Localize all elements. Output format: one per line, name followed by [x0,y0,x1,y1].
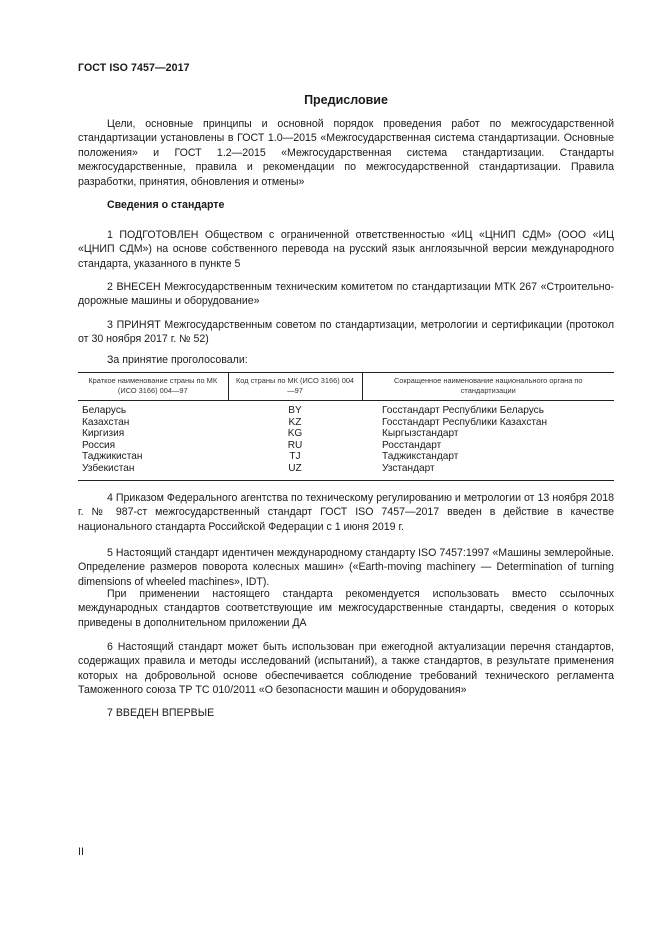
table-cell-code: RU [287,439,303,451]
table-cell-body: Таджикстандарт [382,451,459,463]
table-cell-country: Таджикистан [82,451,143,463]
table-cell-body: Госстандарт Республики Беларусь [382,405,544,416]
table-row [78,417,614,429]
paragraph-item-7: 7 ВВЕДЕН ВПЕРВЫЕ [107,707,215,719]
table-cell-body: Узстандарт [362,463,614,480]
table-cell-country: Киргизия [82,428,125,440]
table-header-body: Сокращенное наименование национального органа по стандартизации [362,373,614,401]
table-row [78,440,614,452]
table-cell-body: Кыргызстандарт [382,428,459,440]
table-row [78,463,614,480]
table-cell-country: Узбекистан [78,463,228,480]
table-header-country: Краткое наименование страны по МК (ИСО 3166) 004—97 [78,373,228,401]
table-cell-code: UZ [228,463,362,480]
paragraph-item-5-note: При применении настоящего стандарта рекомендуется использовать вместо ссылочных международных стандартов соответствующие им межгосударственные стандарты, сведения о которых приведены в дополнительном приложении ДА [78,588,614,629]
paragraph-intro: Цели, основные принципы и основной порядок проведения работ по межгосударственной стандартизации установлены в ГОСТ 1.0—2015 «Межгосударственная система стандартизации. Основные положения» и ГОСТ 1.2—2015 «Межгосударственная система стандартизации. Стандарты межгосударственные, правила и рекомендации по межгосударственной стандартизации. Правила разработки, принятия, обновления и отмены» [78,118,614,188]
table-cell-code: TJ [289,451,301,463]
page-number: II [78,846,84,858]
table-header-code: Код страны по МК (ИСО 3166) 004—97 [228,373,362,401]
table-header-row [78,373,614,401]
table-cell-code: BY [288,405,302,416]
table-cell-code: KG [287,428,303,440]
paragraph-item-5: 5 Настоящий стандарт идентичен международному стандарту ISO 7457:1997 «Машины землеройные. Определение размеров поворота колесных машин» («Earth-moving machinery — Determination of turning dimensions of wheeled machines», IDT). [78,547,614,588]
voting-table [78,372,614,481]
paragraph-item-2: 2 ВНЕСЕН Межгосударственным техническим комитетом по стандартизации МТК 267 «Строительно-дорожные машины и оборудование» [78,281,614,308]
document-header: ГОСТ ISO 7457—2017 [78,62,190,74]
table-cell-body: Росстандарт [382,439,442,451]
paragraph-item-3: 3 ПРИНЯТ Межгосударственным советом по стандартизации, метрологии и сертификации (протокол от 30 ноября 2017 г. № 52) [78,319,614,346]
table-cell-body: Госстандарт Республики Казахстан [382,416,548,428]
table-row [78,451,614,463]
paragraph-item-1: 1 ПОДГОТОВЛЕН Обществом с ограниченной ответственностью «ИЦ «ЦНИП СДМ» (ООО «ИЦ «ЦНИП СДМ») на основе собственного перевода на русский язык англоязычной версии международного стандарта, указанного в пункте 5 [78,229,614,270]
paragraph-voted: За принятие проголосовали: [107,354,248,366]
section-title: Предисловие [304,93,388,107]
table-cell-country: Россия [82,439,116,451]
table-cell-code: KZ [288,416,302,428]
subheading-standard-info: Сведения о стандарте [107,199,225,211]
table-row [78,401,614,417]
paragraph-item-4: 4 Приказом Федерального агентства по техническому регулированию и метрологии от 13 ноября 2018 г. № 987-ст межгосударственный стандарт ГОСТ ISO 7457—2017 введен в действие в качестве национального стандарта Российской Федерации с 1 июня 2019 г. [78,492,614,533]
table-cell-country: Казахстан [82,416,130,428]
paragraph-item-6: 6 Настоящий стандарт может быть использован при ежегодной актуализации перечня стандартов, содержащих правила и методы исследований (испытаний), а также стандартов, в результате применения которых на добровольной основе обеспечивается соблюдение требований технического регламента Таможенного союза ТР ТС 010/2011 «О безопасности машин и оборудования» [78,641,614,697]
table-cell-country: Беларусь [82,405,127,416]
table-row [78,428,614,440]
